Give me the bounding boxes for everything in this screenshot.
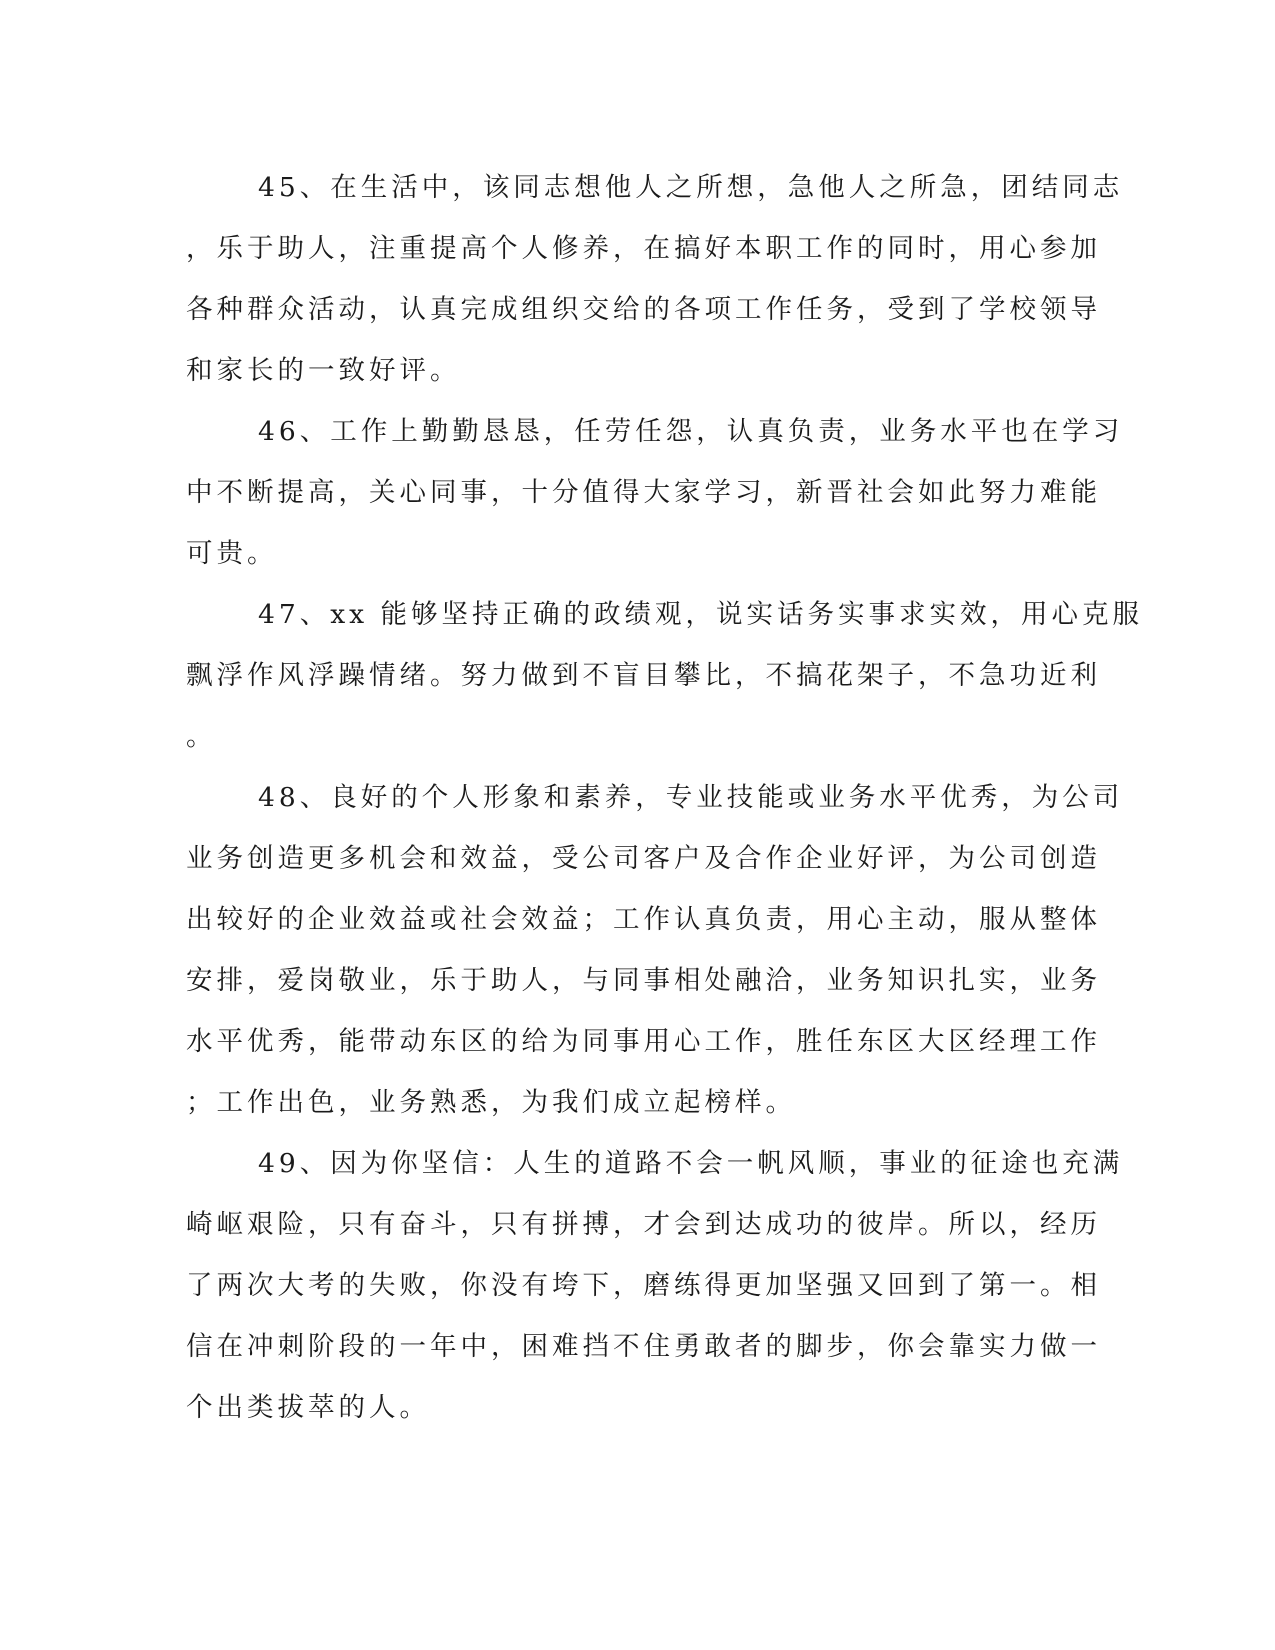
text-line: 。 [186, 721, 217, 752]
text-line: 个出类拔萃的人。 [186, 1392, 430, 1423]
paragraph-49 [186, 1133, 1124, 1438]
text-line: 可贵。 [186, 538, 278, 569]
text-line: 信在冲刺阶段的一年中，困难挡不住勇敢者的脚步，你会靠实力做一 [186, 1331, 1101, 1362]
paragraph-48 [186, 767, 1124, 1133]
text-line: 45、在生活中，该同志想他人之所想，急他人之所急，团结同志 [258, 172, 1124, 203]
text-line: 47、xx 能够坚持正确的政绩观，说实话务实事求实效，用心克服 [258, 599, 1144, 630]
text-line: 安排，爱岗敬业，乐于助人，与同事相处融洽，业务知识扎实，业务 [186, 965, 1101, 996]
text-line: ，乐于助人，注重提高个人修养，在搞好本职工作的同时，用心参加 [186, 233, 1101, 264]
text-line: 业务创造更多机会和效益，受公司客户及合作企业好评，为公司创造 [186, 843, 1101, 874]
text-line: 出较好的企业效益或社会效益；工作认真负责，用心主动，服从整体 [186, 904, 1101, 935]
text-line: 49、因为你坚信：人生的道路不会一帆风顺，事业的征途也充满 [258, 1148, 1124, 1179]
text-line: 46、工作上勤勤恳恳，任劳任怨，认真负责，业务水平也在学习 [258, 416, 1124, 447]
text-line: 和家长的一致好评。 [186, 355, 461, 386]
paragraph-47 [186, 584, 1144, 767]
text-line: 各种群众活动，认真完成组织交给的各项工作任务，受到了学校领导 [186, 294, 1101, 325]
text-line: 飘浮作风浮躁情绪。努力做到不盲目攀比，不搞花架子，不急功近利 [186, 660, 1101, 691]
text-line: 水平优秀，能带动东区的给为同事用心工作，胜任东区大区经理工作 [186, 1026, 1101, 1057]
text-line: 了两次大考的失败，你没有垮下，磨练得更加坚强又回到了第一。相 [186, 1270, 1101, 1301]
paragraph-46 [186, 401, 1124, 584]
text-line: 中不断提高，关心同事，十分值得大家学习，新晋社会如此努力难能 [186, 477, 1101, 508]
paragraph-45 [186, 157, 1124, 401]
text-line: 崎岖艰险，只有奋斗，只有拼搏，才会到达成功的彼岸。所以，经历 [186, 1209, 1101, 1240]
text-line: ；工作出色，业务熟悉，为我们成立起榜样。 [186, 1087, 796, 1118]
document-body [186, 157, 1144, 1438]
text-line: 48、良好的个人形象和素养，专业技能或业务水平优秀，为公司 [258, 782, 1124, 813]
